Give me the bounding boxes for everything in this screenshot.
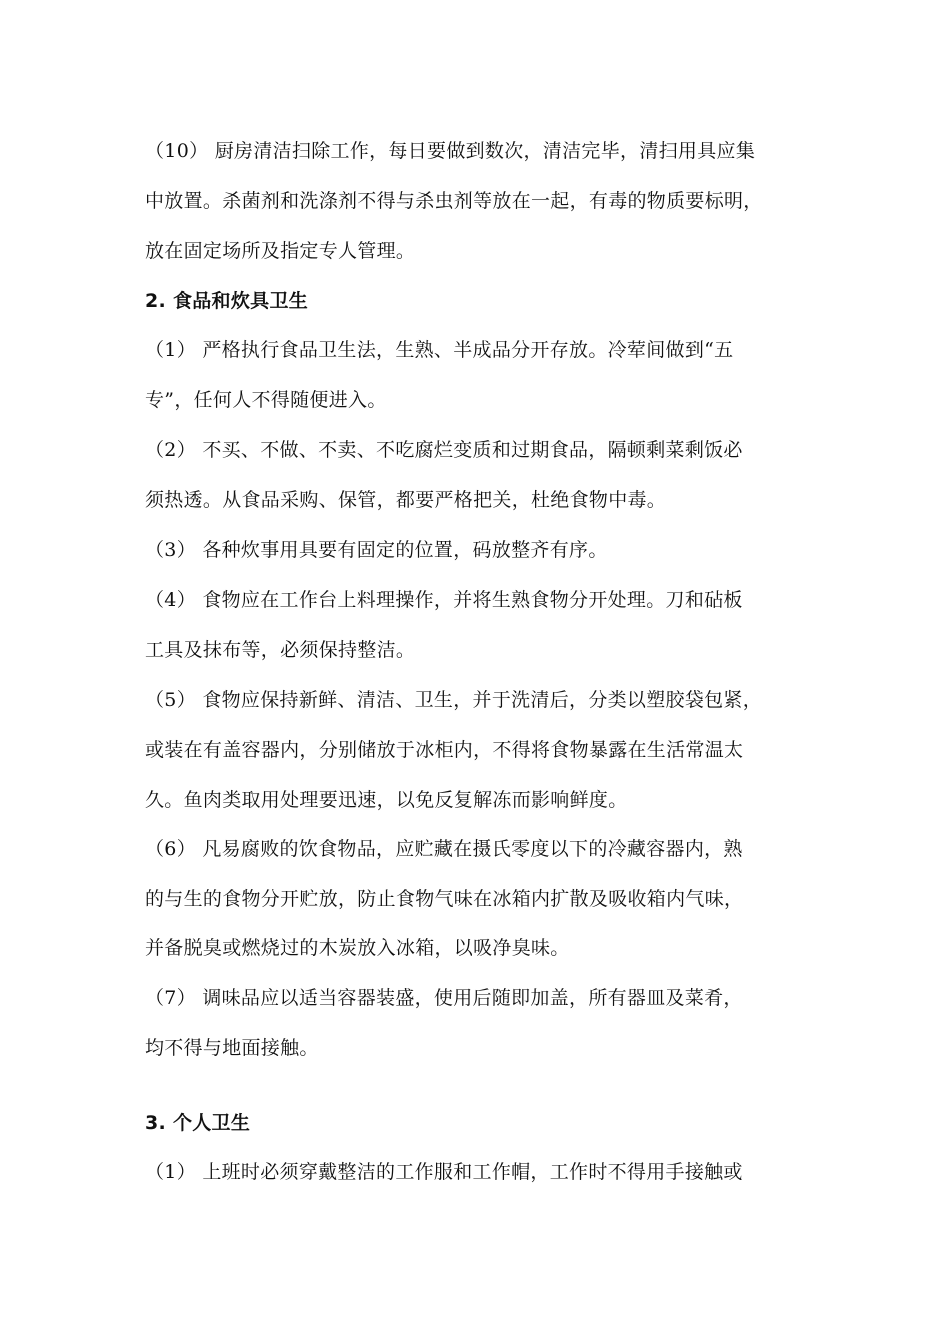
item-1-line-1: （1） 严格执行食品卫生法，生熟、半成品分开存放。冷荤间做到“五 xyxy=(145,339,734,361)
item-6-line-1: （6） 凡易腐败的饮食物品，应贮藏在摄氏零度以下的冷藏容器内，熟 xyxy=(145,838,743,860)
item-1-line-2: 专”，任何人不得随便进入。 xyxy=(145,389,387,411)
item-7-line-2: 均不得与地面接触。 xyxy=(145,1037,319,1059)
item-2-line-2: 须热透。从食品采购、保管，都要严格把关，杜绝食物中毒。 xyxy=(145,489,667,511)
item-5-line-1: （5） 食物应保持新鲜、清洁、卫生，并于洗清后，分类以塑胶袋包紧， xyxy=(145,689,763,711)
item-3-line-1: （3） 各种炊事用具要有固定的位置，码放整齐有序。 xyxy=(145,539,608,561)
item-10-line-2: 中放置。杀菌剂和洗涤剂不得与杀虫剂等放在一起，有毒的物质要标明， xyxy=(145,190,763,212)
item-6-line-2: 的与生的食物分开贮放，防止食物气味在冰箱内扩散及吸收箱内气味， xyxy=(145,888,744,910)
item-4-line-2: 工具及抹布等，必须保持整洁。 xyxy=(145,639,416,661)
item-10-line-3: 放在固定场所及指定专人管理。 xyxy=(145,240,416,262)
item-5-line-3: 久。鱼肉类取用处理要迅速，以免反复解冻而影响鲜度。 xyxy=(145,789,628,811)
section-heading-personal-hygiene: 3. 个人卫生 xyxy=(145,1112,251,1134)
item-7-line-1: （7） 调味品应以适当容器装盛，使用后随即加盖，所有器皿及菜肴， xyxy=(145,987,743,1009)
section-heading-food-utensils: 2. 食品和炊具卫生 xyxy=(145,290,309,312)
item-2-line-1: （2） 不买、不做、不卖、不吃腐烂变质和过期食品，隔顿剩菜剩饭必 xyxy=(145,439,743,461)
item-4-line-1: （4） 食物应在工作台上料理操作，并将生熟食物分开处理。刀和砧板 xyxy=(145,589,743,611)
item-5-line-2: 或装在有盖容器内，分别储放于冰柜内，不得将食物暴露在生活常温太 xyxy=(145,739,744,761)
item-6-line-3: 并备脱臭或燃烧过的木炭放入冰箱，以吸净臭味。 xyxy=(145,937,570,959)
item-p1-line-1: （1） 上班时必须穿戴整洁的工作服和工作帽，工作时不得用手接触或 xyxy=(145,1161,743,1183)
item-10-line-1: （10） 厨房清洁扫除工作，每日要做到数次，清洁完毕，清扫用具应集 xyxy=(145,140,756,162)
